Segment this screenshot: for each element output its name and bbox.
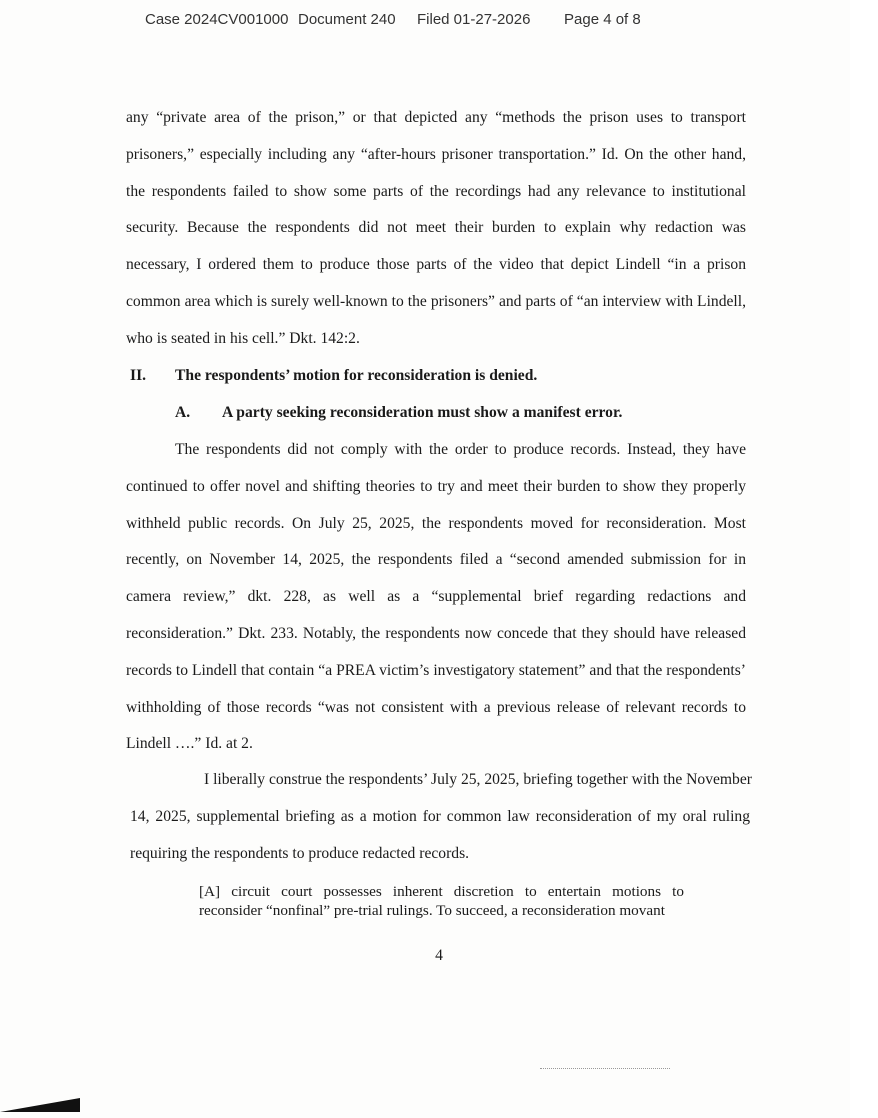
text-line: I liberally construe the respondents’ July 25, 2025, briefing together with the November	[204, 771, 752, 788]
text-line: who is seated in his cell.” Dkt. 142:2.	[126, 329, 360, 347]
text-line: 14, 2025, supplemental briefing as a motion for common law reconsideration of my oral ruling	[130, 807, 750, 825]
text-line: reconsideration.” Dkt. 233. Notably, the respondents now concede that they should have released	[126, 624, 746, 642]
subsection-heading-a-text: A party seeking reconsideration must show a manifest error.	[222, 404, 623, 421]
paragraph-prior-ruling	[126, 100, 746, 358]
paragraph-construction	[130, 762, 750, 872]
text-line: camera review,” dkt. 228, as well as a “supplemental brief regarding redactions and	[126, 588, 746, 606]
text-line: common area which is surely well-known to the prisoners” and parts of “an interview with Lindell,	[126, 292, 746, 310]
header-page-of: Page 4 of 8	[564, 11, 641, 28]
text-line: prisoners,” especially including any “after-hours prisoner transportation.” Id. On the other hand,	[126, 145, 746, 163]
text-line: continued to offer novel and shifting theories to try and meet their burden to show they properly	[126, 477, 746, 495]
text-line: Lindell ….” Id. at 2.	[126, 735, 253, 753]
scan-edge-mark	[0, 1098, 80, 1112]
scan-artifact	[540, 1068, 670, 1071]
text-line: records to Lindell that contain “a PREA victim’s investigatory statement” and that the respondents’	[126, 661, 746, 679]
quote-line: reconsider “nonfinal” pre-trial rulings. To succeed, a reconsideration movant	[199, 901, 665, 919]
text-line: withholding of those records “was not consistent with a previous release of relevant records to	[126, 698, 746, 716]
block-quote	[199, 883, 684, 920]
section-heading-ii-text: The respondents’ motion for reconsideration is denied.	[175, 367, 538, 384]
paragraph-procedural-history	[126, 432, 746, 763]
subsection-heading-a-letter: A.	[175, 404, 191, 421]
text-line: the respondents failed to show some parts of the recordings had any relevance to institutional	[126, 182, 746, 200]
header-filed-date: Filed 01-27-2026	[417, 11, 531, 28]
case-header	[145, 11, 665, 42]
text-line: withheld public records. On July 25, 2025, the respondents moved for reconsideration. Most	[126, 514, 746, 532]
text-line: any “private area of the prison,” or that depicted any “methods the prison uses to transport	[126, 109, 746, 126]
text-line: requiring the respondents to produce redacted records.	[130, 844, 470, 862]
text-line: security. Because the respondents did not meet their burden to explain why redaction was	[126, 219, 746, 237]
text-line: recently, on November 14, 2025, the respondents filed a “second amended submission for in	[126, 551, 746, 569]
section-heading-ii	[130, 367, 146, 385]
page-number: 4	[435, 947, 443, 964]
header-case-number: Case 2024CV001000	[145, 11, 289, 28]
text-line: The respondents did not comply with the order to produce records. Instead, they have	[175, 441, 746, 458]
section-number: II.	[130, 367, 147, 384]
text-line: necessary, I ordered them to produce those parts of the video that depict Lindell “in a prison	[126, 256, 746, 274]
header-document-number: Document 240	[298, 11, 396, 28]
quote-line: [A] circuit court possesses inherent discretion to entertain motions to	[199, 883, 684, 900]
